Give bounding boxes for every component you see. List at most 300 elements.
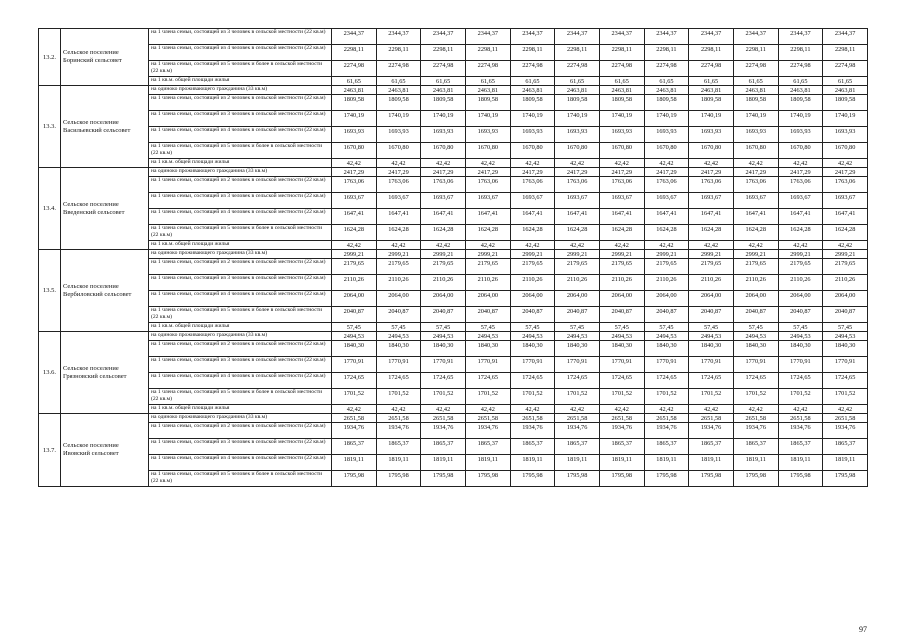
value-cell: 42,42	[421, 405, 466, 414]
value-cell: 1763,06	[421, 177, 466, 193]
value-cell: 42,42	[599, 159, 644, 168]
value-cell: 42,42	[823, 159, 868, 168]
value-cell: 1670,80	[510, 143, 555, 159]
value-cell: 1934,76	[689, 423, 734, 439]
value-cell: 1934,76	[599, 423, 644, 439]
value-cell: 2179,65	[689, 259, 734, 275]
value-cell: 2417,29	[778, 168, 823, 177]
value-cell: 1624,28	[644, 225, 689, 241]
value-cell: 1670,80	[465, 143, 510, 159]
value-cell: 1795,98	[778, 471, 823, 487]
value-cell: 42,42	[332, 241, 377, 250]
table-row	[39, 323, 868, 332]
value-cell: 2494,53	[555, 332, 600, 341]
value-cell: 2494,53	[689, 332, 734, 341]
value-cell: 1624,28	[421, 225, 466, 241]
value-cell: 42,42	[465, 405, 510, 414]
value-cell: 2274,98	[510, 61, 555, 77]
value-cell: 1763,06	[465, 177, 510, 193]
table-row	[39, 423, 868, 439]
row-description: на 1 члена семьи, состоящей из 3 человек в сельской местности (22 кв.м)	[149, 111, 332, 127]
row-description: на 1 члена семьи, состоящей из 5 человек и более в сельской местности (22 кв.м)	[149, 389, 332, 405]
value-cell: 57,45	[332, 323, 377, 332]
value-cell: 2494,53	[778, 332, 823, 341]
value-cell: 2463,81	[376, 86, 421, 95]
value-cell: 1763,06	[332, 177, 377, 193]
value-cell: 2999,21	[376, 250, 421, 259]
value-cell: 42,42	[644, 405, 689, 414]
value-cell: 1740,19	[599, 111, 644, 127]
table-row	[39, 389, 868, 405]
value-cell: 1693,67	[510, 193, 555, 209]
table-row	[39, 357, 868, 373]
value-cell: 1840,30	[733, 341, 778, 357]
value-cell: 2274,98	[555, 61, 600, 77]
value-cell: 42,42	[465, 241, 510, 250]
value-cell: 1693,67	[644, 193, 689, 209]
value-cell: 2110,26	[733, 275, 778, 291]
value-cell: 57,45	[376, 323, 421, 332]
value-cell: 1809,58	[555, 95, 600, 111]
value-cell: 2344,37	[644, 29, 689, 45]
value-cell: 1763,06	[555, 177, 600, 193]
value-cell: 1809,58	[465, 95, 510, 111]
value-cell: 2040,87	[778, 307, 823, 323]
value-cell: 1701,52	[421, 389, 466, 405]
table-row	[39, 373, 868, 389]
value-cell: 2651,58	[599, 414, 644, 423]
value-cell: 1693,93	[510, 127, 555, 143]
value-cell: 42,42	[510, 405, 555, 414]
value-cell: 2274,98	[465, 61, 510, 77]
value-cell: 42,42	[733, 241, 778, 250]
value-cell: 2179,65	[823, 259, 868, 275]
value-cell: 2064,00	[465, 291, 510, 307]
value-cell: 2344,37	[689, 29, 734, 45]
table-row	[39, 111, 868, 127]
value-cell: 42,42	[376, 241, 421, 250]
value-cell: 2179,65	[733, 259, 778, 275]
row-description: на 1 члена семьи, состоящей из 4 человек в сельской местности (22 кв.м)	[149, 127, 332, 143]
value-cell: 1701,52	[376, 389, 421, 405]
value-cell: 2463,81	[644, 86, 689, 95]
value-cell: 1701,52	[689, 389, 734, 405]
value-cell: 42,42	[510, 159, 555, 168]
value-cell: 2651,58	[332, 414, 377, 423]
value-cell: 1740,19	[376, 111, 421, 127]
row-description: на 1 члена семьи, состоящей из 4 человек в сельской местности (22 кв.м)	[149, 455, 332, 471]
value-cell: 1795,98	[421, 471, 466, 487]
value-cell: 2999,21	[421, 250, 466, 259]
value-cell: 1647,41	[823, 209, 868, 225]
value-cell: 2417,29	[823, 168, 868, 177]
value-cell: 2040,87	[510, 307, 555, 323]
value-cell: 1740,19	[332, 111, 377, 127]
value-cell: 2999,21	[599, 250, 644, 259]
value-cell: 2040,87	[376, 307, 421, 323]
value-cell: 1647,41	[733, 209, 778, 225]
value-cell: 1724,65	[733, 373, 778, 389]
table-row	[39, 241, 868, 250]
value-cell: 42,42	[376, 405, 421, 414]
table-row	[39, 307, 868, 323]
value-cell: 1693,93	[778, 127, 823, 143]
value-cell: 2179,65	[555, 259, 600, 275]
value-cell: 1724,65	[510, 373, 555, 389]
value-cell: 2417,29	[376, 168, 421, 177]
value-cell: 1865,37	[823, 439, 868, 455]
table-row	[39, 95, 868, 111]
table-row	[39, 77, 868, 86]
value-cell: 1724,65	[465, 373, 510, 389]
value-cell: 2463,81	[823, 86, 868, 95]
settlement-name: Сельское поселение Вербиловский сельсовет	[61, 250, 149, 332]
value-cell: 2463,81	[599, 86, 644, 95]
value-cell: 2110,26	[555, 275, 600, 291]
section-number: 13.2.	[39, 29, 61, 86]
value-cell: 61,65	[465, 77, 510, 86]
value-cell: 2999,21	[689, 250, 734, 259]
value-cell: 1819,11	[421, 455, 466, 471]
row-description: на 1 члена семьи, состоящей из 3 человек в сельской местности (22 кв.м)	[149, 275, 332, 291]
value-cell: 1934,76	[332, 423, 377, 439]
value-cell: 1670,80	[733, 143, 778, 159]
value-cell: 42,42	[332, 159, 377, 168]
value-cell: 1809,58	[599, 95, 644, 111]
value-cell: 1724,65	[644, 373, 689, 389]
value-cell: 1701,52	[555, 389, 600, 405]
value-cell: 2651,58	[510, 414, 555, 423]
value-cell: 2651,58	[421, 414, 466, 423]
value-cell: 2064,00	[733, 291, 778, 307]
value-cell: 2064,00	[555, 291, 600, 307]
value-cell: 1740,19	[823, 111, 868, 127]
row-description: на 1 члена семьи, состоящей из 2 человек в сельской местности (22 кв.м)	[149, 423, 332, 439]
page-number: 97	[859, 625, 867, 634]
row-description: на 1 члена семьи, состоящей из 3 человек в сельской местности (22 кв.м)	[149, 357, 332, 373]
value-cell: 1865,37	[510, 439, 555, 455]
value-cell: 1865,37	[778, 439, 823, 455]
value-cell: 1701,52	[778, 389, 823, 405]
section-number: 13.6.	[39, 332, 61, 414]
value-cell: 57,45	[689, 323, 734, 332]
value-cell: 2274,98	[599, 61, 644, 77]
value-cell: 42,42	[465, 159, 510, 168]
value-cell: 1670,80	[644, 143, 689, 159]
row-description: на одиноко проживающего гражданина (33 кв.м)	[149, 250, 332, 259]
value-cell: 1740,19	[510, 111, 555, 127]
value-cell: 57,45	[421, 323, 466, 332]
value-cell: 2298,11	[599, 45, 644, 61]
value-cell: 1701,52	[733, 389, 778, 405]
value-cell: 1865,37	[332, 439, 377, 455]
value-cell: 1624,28	[733, 225, 778, 241]
value-cell: 2999,21	[555, 250, 600, 259]
value-cell: 2494,53	[332, 332, 377, 341]
value-cell: 1701,52	[465, 389, 510, 405]
value-cell: 2110,26	[421, 275, 466, 291]
value-cell: 1624,28	[555, 225, 600, 241]
row-description: на 1 члена семьи, состоящей из 3 человек в сельской местности (22 кв.м)	[149, 439, 332, 455]
value-cell: 1693,67	[778, 193, 823, 209]
value-cell: 42,42	[778, 159, 823, 168]
section-number: 13.7.	[39, 414, 61, 487]
value-cell: 1809,58	[733, 95, 778, 111]
value-cell: 2344,37	[599, 29, 644, 45]
value-cell: 1934,76	[733, 423, 778, 439]
table-row	[39, 291, 868, 307]
value-cell: 1840,30	[823, 341, 868, 357]
value-cell: 2179,65	[421, 259, 466, 275]
settlement-name: Сельское поселение Введенский сельсовет	[61, 168, 149, 250]
value-cell: 2298,11	[823, 45, 868, 61]
value-cell: 1647,41	[332, 209, 377, 225]
value-cell: 1693,93	[555, 127, 600, 143]
value-cell: 1819,11	[510, 455, 555, 471]
table-row	[39, 471, 868, 487]
value-cell: 2298,11	[689, 45, 734, 61]
value-cell: 1865,37	[376, 439, 421, 455]
table-row	[39, 414, 868, 423]
value-cell: 1840,30	[421, 341, 466, 357]
value-cell: 1770,91	[733, 357, 778, 373]
value-cell: 2274,98	[733, 61, 778, 77]
value-cell: 2064,00	[510, 291, 555, 307]
value-cell: 1701,52	[332, 389, 377, 405]
value-cell: 42,42	[510, 241, 555, 250]
value-cell: 1724,65	[778, 373, 823, 389]
value-cell: 1624,28	[376, 225, 421, 241]
value-cell: 2463,81	[465, 86, 510, 95]
value-cell: 1740,19	[421, 111, 466, 127]
value-cell: 1647,41	[644, 209, 689, 225]
value-cell: 2344,37	[332, 29, 377, 45]
value-cell: 42,42	[778, 405, 823, 414]
value-cell: 1795,98	[599, 471, 644, 487]
table-row	[39, 275, 868, 291]
table-row	[39, 455, 868, 471]
value-cell: 1670,80	[376, 143, 421, 159]
value-cell: 1770,91	[510, 357, 555, 373]
value-cell: 2494,53	[421, 332, 466, 341]
value-cell: 1693,93	[465, 127, 510, 143]
value-cell: 1724,65	[599, 373, 644, 389]
value-cell: 2999,21	[465, 250, 510, 259]
value-cell: 42,42	[599, 405, 644, 414]
value-cell: 42,42	[555, 159, 600, 168]
row-description: на 1 члена семьи, состоящей из 5 человек и более в сельской местности (22 кв.м)	[149, 61, 332, 77]
value-cell: 1693,67	[823, 193, 868, 209]
value-cell: 1647,41	[599, 209, 644, 225]
value-cell: 1819,11	[376, 455, 421, 471]
value-cell: 2494,53	[644, 332, 689, 341]
value-cell: 1693,67	[689, 193, 734, 209]
value-cell: 2463,81	[733, 86, 778, 95]
value-cell: 57,45	[599, 323, 644, 332]
value-cell: 1624,28	[599, 225, 644, 241]
value-cell: 1819,11	[733, 455, 778, 471]
value-cell: 2064,00	[421, 291, 466, 307]
value-cell: 1840,30	[599, 341, 644, 357]
value-cell: 2179,65	[465, 259, 510, 275]
value-cell: 2463,81	[332, 86, 377, 95]
value-cell: 1795,98	[689, 471, 734, 487]
value-cell: 2040,87	[599, 307, 644, 323]
value-cell: 42,42	[555, 241, 600, 250]
value-cell: 2344,37	[510, 29, 555, 45]
value-cell: 1840,30	[332, 341, 377, 357]
value-cell: 2110,26	[778, 275, 823, 291]
value-cell: 2110,26	[823, 275, 868, 291]
value-cell: 1693,93	[421, 127, 466, 143]
value-cell: 2999,21	[733, 250, 778, 259]
value-cell: 1670,80	[823, 143, 868, 159]
table-row	[39, 439, 868, 455]
value-cell: 42,42	[644, 241, 689, 250]
value-cell: 2110,26	[644, 275, 689, 291]
value-cell: 2110,26	[599, 275, 644, 291]
value-cell: 42,42	[778, 241, 823, 250]
value-cell: 1763,06	[823, 177, 868, 193]
value-cell: 42,42	[421, 241, 466, 250]
value-cell: 57,45	[778, 323, 823, 332]
value-cell: 1795,98	[332, 471, 377, 487]
value-cell: 42,42	[689, 241, 734, 250]
table-row	[39, 259, 868, 275]
value-cell: 61,65	[733, 77, 778, 86]
value-cell: 2999,21	[823, 250, 868, 259]
value-cell: 1670,80	[778, 143, 823, 159]
value-cell: 1624,28	[778, 225, 823, 241]
value-cell: 1809,58	[421, 95, 466, 111]
value-cell: 61,65	[421, 77, 466, 86]
row-description: на 1 кв.м. общей площади жилья	[149, 77, 332, 86]
value-cell: 1809,58	[332, 95, 377, 111]
value-cell: 2417,29	[555, 168, 600, 177]
value-cell: 2040,87	[332, 307, 377, 323]
value-cell: 2298,11	[555, 45, 600, 61]
value-cell: 1763,06	[689, 177, 734, 193]
value-cell: 1693,93	[599, 127, 644, 143]
value-cell: 2110,26	[332, 275, 377, 291]
row-description: на одиноко проживающего гражданина (33 кв.м)	[149, 332, 332, 341]
value-cell: 1763,06	[599, 177, 644, 193]
value-cell: 1763,06	[733, 177, 778, 193]
value-cell: 1670,80	[599, 143, 644, 159]
value-cell: 1740,19	[778, 111, 823, 127]
value-cell: 1865,37	[555, 439, 600, 455]
section-number: 13.4.	[39, 168, 61, 250]
value-cell: 2040,87	[733, 307, 778, 323]
value-cell: 1840,30	[689, 341, 734, 357]
row-description: на 1 члена семьи, состоящей из 4 человек в сельской местности (22 кв.м)	[149, 291, 332, 307]
value-cell: 61,65	[823, 77, 868, 86]
value-cell: 1934,76	[644, 423, 689, 439]
value-cell: 2344,37	[778, 29, 823, 45]
value-cell: 61,65	[689, 77, 734, 86]
value-cell: 1740,19	[465, 111, 510, 127]
value-cell: 2064,00	[599, 291, 644, 307]
value-cell: 2274,98	[332, 61, 377, 77]
value-cell: 2179,65	[510, 259, 555, 275]
value-cell: 1865,37	[599, 439, 644, 455]
row-description: на 1 члена семьи, состоящей из 3 человек в сельской местности (22 кв.м)	[149, 193, 332, 209]
table-row	[39, 341, 868, 357]
value-cell: 1819,11	[644, 455, 689, 471]
value-cell: 57,45	[644, 323, 689, 332]
value-cell: 2064,00	[823, 291, 868, 307]
value-cell: 2463,81	[555, 86, 600, 95]
value-cell: 57,45	[510, 323, 555, 332]
value-cell: 1934,76	[376, 423, 421, 439]
value-cell: 1693,67	[332, 193, 377, 209]
settlement-name: Сельское поселение Грязновский сельсовет	[61, 332, 149, 414]
value-cell: 1795,98	[823, 471, 868, 487]
value-cell: 2110,26	[376, 275, 421, 291]
value-cell: 1795,98	[465, 471, 510, 487]
value-cell: 1770,91	[421, 357, 466, 373]
table-row	[39, 209, 868, 225]
value-cell: 1763,06	[510, 177, 555, 193]
value-cell: 1840,30	[465, 341, 510, 357]
value-cell: 2417,29	[689, 168, 734, 177]
value-cell: 2298,11	[332, 45, 377, 61]
value-cell: 2651,58	[465, 414, 510, 423]
row-description: на 1 члена семьи, состоящей из 2 человек в сельской местности (22 кв.м)	[149, 259, 332, 275]
value-cell: 2651,58	[733, 414, 778, 423]
value-cell: 2344,37	[376, 29, 421, 45]
value-cell: 1934,76	[465, 423, 510, 439]
value-cell: 42,42	[555, 405, 600, 414]
value-cell: 1770,91	[823, 357, 868, 373]
value-cell: 1647,41	[510, 209, 555, 225]
value-cell: 1647,41	[689, 209, 734, 225]
value-cell: 61,65	[510, 77, 555, 86]
value-cell: 1724,65	[376, 373, 421, 389]
value-cell: 1693,67	[376, 193, 421, 209]
value-cell: 1770,91	[376, 357, 421, 373]
value-cell: 2274,98	[644, 61, 689, 77]
value-cell: 1763,06	[644, 177, 689, 193]
value-cell: 2040,87	[823, 307, 868, 323]
value-cell: 1809,58	[376, 95, 421, 111]
value-cell: 2298,11	[644, 45, 689, 61]
housing-cost-table	[38, 28, 868, 487]
value-cell: 2040,87	[465, 307, 510, 323]
value-cell: 1647,41	[376, 209, 421, 225]
table-body	[39, 29, 868, 487]
value-cell: 2651,58	[778, 414, 823, 423]
value-cell: 1624,28	[823, 225, 868, 241]
value-cell: 1934,76	[421, 423, 466, 439]
value-cell: 2274,98	[823, 61, 868, 77]
row-description: на 1 члена семьи, состоящей из 5 человек и более в сельской местности (22 кв.м)	[149, 471, 332, 487]
value-cell: 2651,58	[555, 414, 600, 423]
value-cell: 1647,41	[465, 209, 510, 225]
value-cell: 1840,30	[644, 341, 689, 357]
row-description: на 1 кв.м. общей площади жилья	[149, 241, 332, 250]
value-cell: 42,42	[689, 405, 734, 414]
value-cell: 2494,53	[376, 332, 421, 341]
value-cell: 2344,37	[823, 29, 868, 45]
row-description: на 1 члена семьи, состоящей из 2 человек в сельской местности (22 кв.м)	[149, 177, 332, 193]
value-cell: 2040,87	[644, 307, 689, 323]
value-cell: 1840,30	[510, 341, 555, 357]
value-cell: 2417,29	[332, 168, 377, 177]
value-cell: 2494,53	[599, 332, 644, 341]
value-cell: 42,42	[332, 405, 377, 414]
table-row	[39, 193, 868, 209]
